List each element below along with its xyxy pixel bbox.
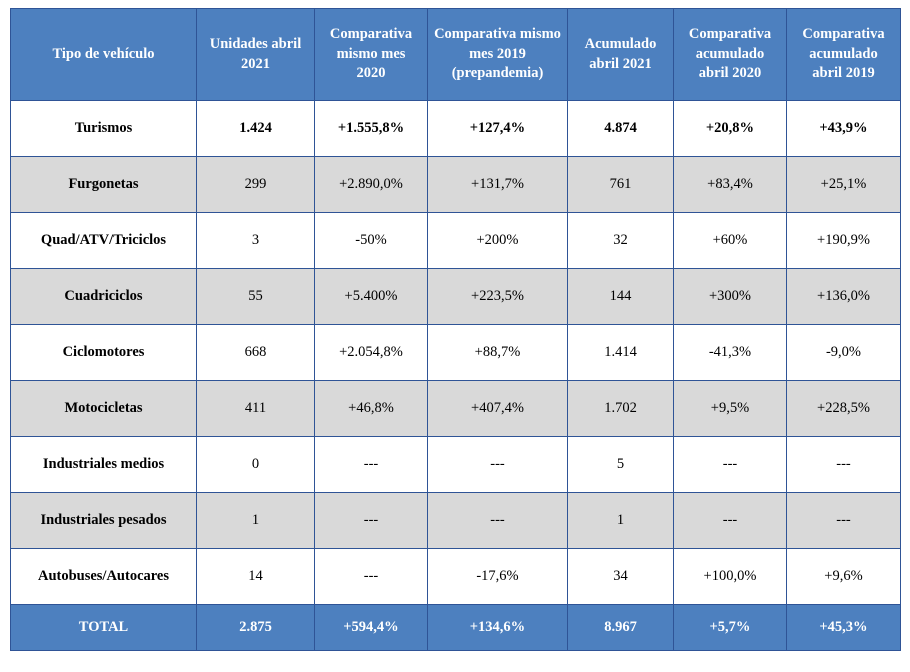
cell-value: 1 xyxy=(568,493,674,549)
cell-value: --- xyxy=(315,493,428,549)
cell-value: +43,9% xyxy=(787,101,901,157)
cell-value: +2.890,0% xyxy=(315,157,428,213)
cell-value: --- xyxy=(674,437,787,493)
cell-value: +5,7% xyxy=(674,605,787,651)
cell-value: 1.414 xyxy=(568,325,674,381)
cell-value: +83,4% xyxy=(674,157,787,213)
cell-value: --- xyxy=(428,493,568,549)
cell-value: +407,4% xyxy=(428,381,568,437)
cell-value: 14 xyxy=(197,549,315,605)
table-row xyxy=(11,325,901,381)
cell-value: 1 xyxy=(197,493,315,549)
row-label-autobuses-autocares: Autobuses/Autocares xyxy=(11,549,197,605)
column-header-comparativa-mismo-mes-2020: Comparativa mismo mes 2020 xyxy=(315,9,428,101)
cell-value: +2.054,8% xyxy=(315,325,428,381)
row-label-furgonetas: Furgonetas xyxy=(11,157,197,213)
cell-value: 32 xyxy=(568,213,674,269)
column-header-comparativa-acumulado-abril-2019: Comparativa acumulado abril 2019 xyxy=(787,9,901,101)
cell-value: 0 xyxy=(197,437,315,493)
cell-value: +136,0% xyxy=(787,269,901,325)
cell-value: 2.875 xyxy=(197,605,315,651)
cell-value: --- xyxy=(315,437,428,493)
row-label-total: TOTAL xyxy=(11,605,197,651)
cell-value: +228,5% xyxy=(787,381,901,437)
cell-value: 5 xyxy=(568,437,674,493)
cell-value: -9,0% xyxy=(787,325,901,381)
cell-value: --- xyxy=(315,549,428,605)
cell-value: +1.555,8% xyxy=(315,101,428,157)
cell-value: --- xyxy=(674,493,787,549)
column-header-tipo-de-vehiculo: Tipo de vehículo xyxy=(11,9,197,101)
cell-value: 8.967 xyxy=(568,605,674,651)
table-row xyxy=(11,269,901,325)
row-label-turismos: Turismos xyxy=(11,101,197,157)
row-label-quad-atv-triciclos: Quad/ATV/Triciclos xyxy=(11,213,197,269)
cell-value: -41,3% xyxy=(674,325,787,381)
table-row xyxy=(11,213,901,269)
cell-value: +9,5% xyxy=(674,381,787,437)
cell-value: 144 xyxy=(568,269,674,325)
cell-value: 299 xyxy=(197,157,315,213)
cell-value: 4.874 xyxy=(568,101,674,157)
row-label-ciclomotores: Ciclomotores xyxy=(11,325,197,381)
table-row xyxy=(11,493,901,549)
cell-value: +60% xyxy=(674,213,787,269)
cell-value: --- xyxy=(787,437,901,493)
table-body xyxy=(11,101,901,651)
row-label-industriales-medios: Industriales medios xyxy=(11,437,197,493)
vehicle-registration-table xyxy=(10,8,901,651)
cell-value: +131,7% xyxy=(428,157,568,213)
row-label-motocicletas: Motocicletas xyxy=(11,381,197,437)
cell-value: +45,3% xyxy=(787,605,901,651)
cell-value: +134,6% xyxy=(428,605,568,651)
table-header xyxy=(11,9,901,101)
column-header-comparativa-mismo-mes-2019: Comparativa mismo mes 2019 (prepandemia) xyxy=(428,9,568,101)
cell-value: +200% xyxy=(428,213,568,269)
table-row xyxy=(11,381,901,437)
cell-value: +5.400% xyxy=(315,269,428,325)
cell-value: 761 xyxy=(568,157,674,213)
cell-value: 34 xyxy=(568,549,674,605)
cell-value: 1.424 xyxy=(197,101,315,157)
cell-value: -17,6% xyxy=(428,549,568,605)
cell-value: +127,4% xyxy=(428,101,568,157)
cell-value: +594,4% xyxy=(315,605,428,651)
column-header-unidades-abril-2021: Unidades abril 2021 xyxy=(197,9,315,101)
table-row xyxy=(11,549,901,605)
cell-value: +190,9% xyxy=(787,213,901,269)
cell-value: +25,1% xyxy=(787,157,901,213)
cell-value: 1.702 xyxy=(568,381,674,437)
cell-value: 55 xyxy=(197,269,315,325)
cell-value: --- xyxy=(787,493,901,549)
row-label-cuadriciclos: Cuadriciclos xyxy=(11,269,197,325)
table-row xyxy=(11,437,901,493)
cell-value: +223,5% xyxy=(428,269,568,325)
cell-value: 411 xyxy=(197,381,315,437)
column-header-acumulado-abril-2021: Acumulado abril 2021 xyxy=(568,9,674,101)
table-total-row xyxy=(11,605,901,651)
row-label-industriales-pesados: Industriales pesados xyxy=(11,493,197,549)
cell-value: +46,8% xyxy=(315,381,428,437)
header-row xyxy=(11,9,901,101)
cell-value: 668 xyxy=(197,325,315,381)
cell-value: +9,6% xyxy=(787,549,901,605)
table-row xyxy=(11,101,901,157)
column-header-comparativa-acumulado-abril-2020: Comparativa acumulado abril 2020 xyxy=(674,9,787,101)
cell-value: +20,8% xyxy=(674,101,787,157)
cell-value: +88,7% xyxy=(428,325,568,381)
cell-value: -50% xyxy=(315,213,428,269)
cell-value: +100,0% xyxy=(674,549,787,605)
cell-value: +300% xyxy=(674,269,787,325)
cell-value: --- xyxy=(428,437,568,493)
table-row xyxy=(11,157,901,213)
cell-value: 3 xyxy=(197,213,315,269)
